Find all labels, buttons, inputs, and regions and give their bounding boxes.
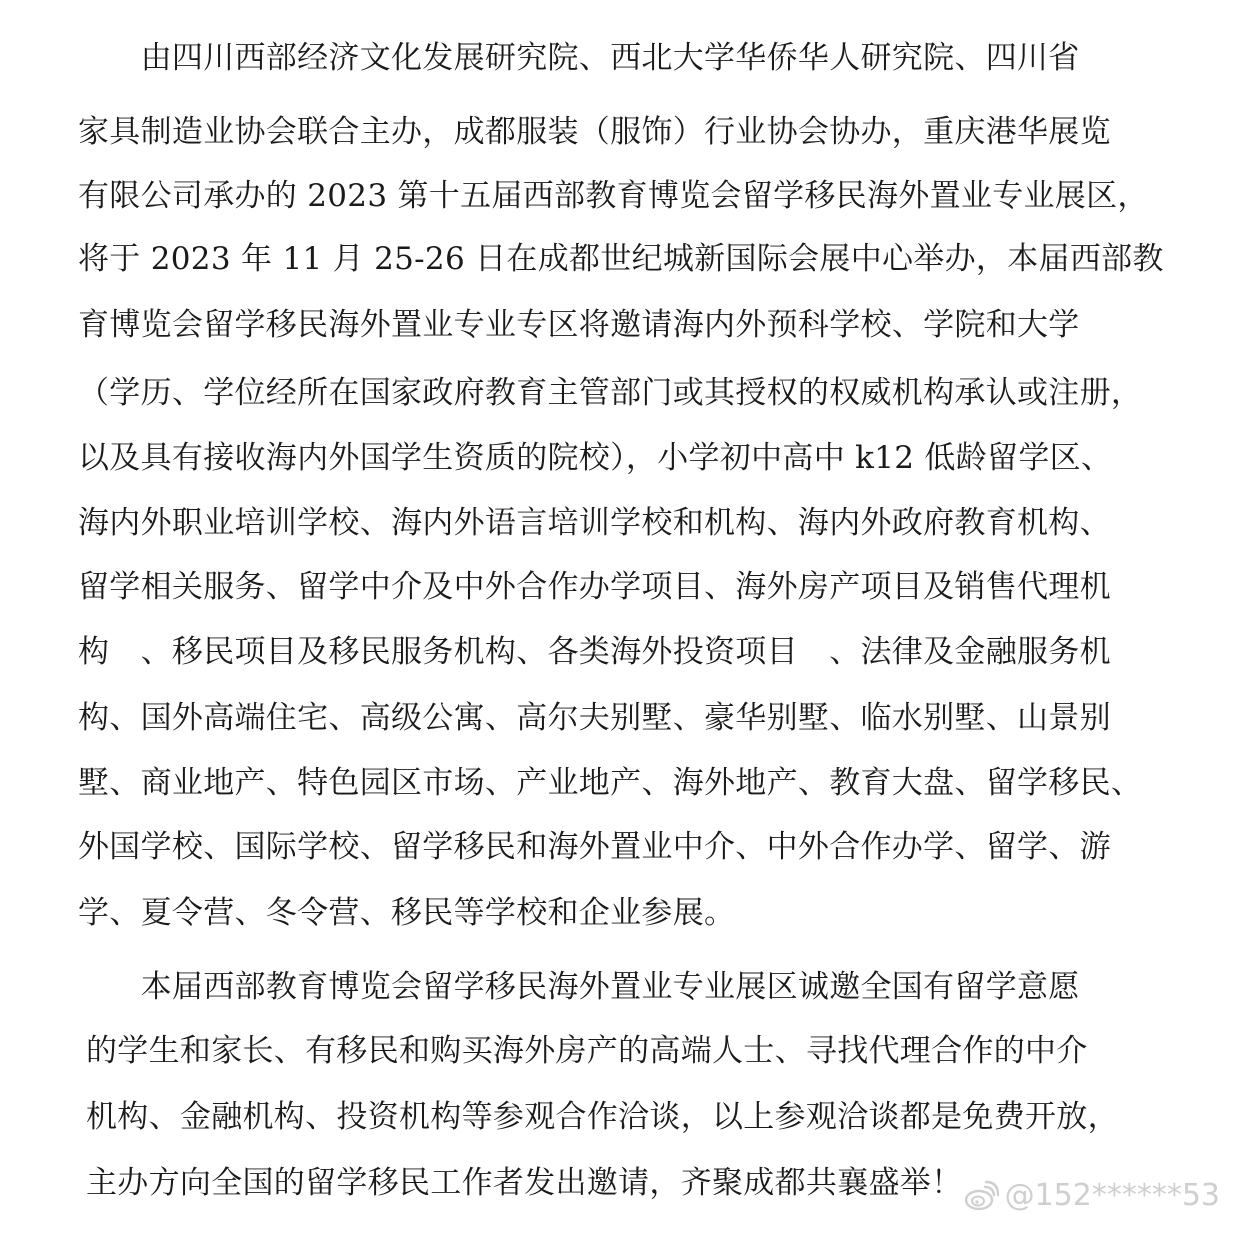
- watermark-text: @152******53: [1004, 1178, 1220, 1213]
- paragraph-1-line-8: 海内外职业培训学校、海内外语言培训学校和机构、海内外政府教育机构、: [78, 505, 1111, 541]
- paragraph-2-line-1: 本届西部教育博览会留学移民海外置业专业展区诚邀全国有留学意愿: [78, 969, 1080, 1005]
- paragraph-1-line-11: 构、国外高端住宅、高级公寓、高尔夫别墅、豪华别墅、临水别墅、山景别: [78, 700, 1111, 736]
- paragraph-1-line-6: （学历、学位经所在国家政府教育主管部门或其授权的权威机构承认或注册，: [78, 375, 1143, 411]
- paragraph-1-line-14: 学、夏令营、冬令营、移民等学校和企业参展。: [78, 895, 736, 931]
- weibo-logo-icon: [963, 1178, 999, 1214]
- paragraph-1-line-4: 将于 2023 年 11 月 25-26 日在成都世纪城新国际会展中心举办，本届西部教: [78, 241, 1164, 277]
- paragraph-1-line-1: 由四川西部经济文化发展研究院、西北大学华侨华人研究院、四川省: [78, 40, 1080, 76]
- paragraph-1-line-3: 有限公司承办的 2023 第十五届西部教育博览会留学移民海外置业专业展区，: [78, 178, 1149, 214]
- paragraph-1-line-7: 以及具有接收海内外国学生资质的院校），小学初中高中 k12 低龄留学区、: [78, 440, 1113, 476]
- paragraph-2-line-3: 机构、金融机构、投资机构等参观合作洽谈，以上参观洽谈都是免费开放，: [86, 1099, 1119, 1135]
- watermark: [963, 1176, 1220, 1216]
- paragraph-1-line-9: 留学相关服务、留学中介及中外合作办学项目、海外房产项目及销售代理机: [78, 569, 1111, 605]
- paragraph-1-line-2: 家具制造业协会联合主办，成都服装（服饰）行业协会协办，重庆港华展览: [78, 114, 1111, 150]
- paragraph-2-line-2: 的学生和家长、有移民和购买海外房产的高端人士、寻找代理合作的中介: [86, 1033, 1088, 1069]
- paragraph-1-line-5: 育博览会留学移民海外置业专业专区将邀请海内外预科学校、学院和大学: [78, 307, 1080, 343]
- paragraph-1-line-13: 外国学校、国际学校、留学移民和海外置业中介、中外合作办学、留学、游: [78, 829, 1111, 865]
- paragraph-2-line-4: 主办方向全国的留学移民工作者发出邀请，齐聚成都共襄盛举！: [86, 1165, 963, 1201]
- paragraph-1-line-10: 构 、移民项目及移民服务机构、各类海外投资项目 、法律及金融服务机: [78, 634, 1111, 670]
- paragraph-1-line-12: 墅、商业地产、特色园区市场、产业地产、海外地产、教育大盘、留学移民、: [78, 765, 1143, 801]
